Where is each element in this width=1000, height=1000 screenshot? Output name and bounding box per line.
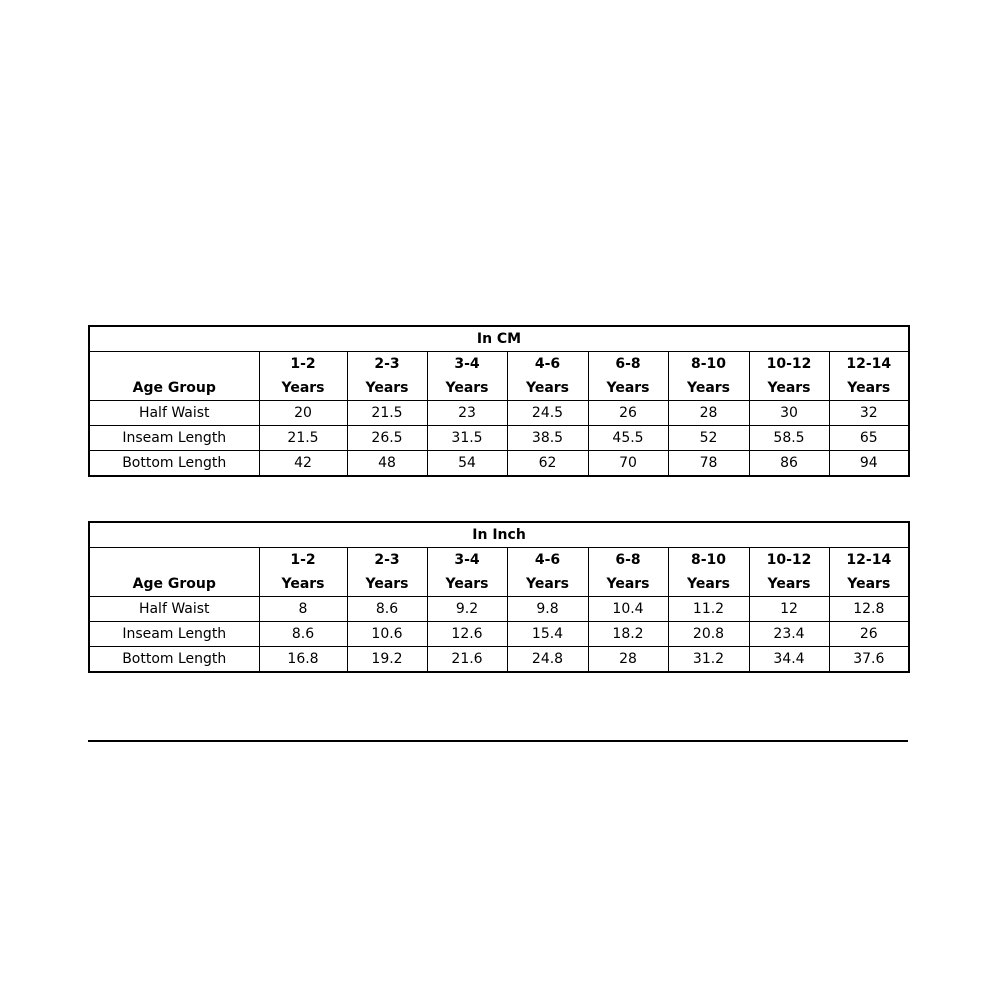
table-cell: 16.8: [259, 647, 347, 673]
table-cell: 28: [668, 401, 749, 426]
age-unit: Years: [525, 380, 570, 396]
table-title: In CM: [89, 326, 909, 352]
table-cell: 26.5: [347, 426, 427, 451]
table-row: [89, 426, 909, 451]
table-cell: 8: [259, 597, 347, 622]
age-range: 4-6: [534, 552, 561, 568]
column-header: [588, 352, 668, 401]
column-header: [507, 352, 588, 401]
age-unit: Years: [445, 380, 489, 396]
age-range: 3-4: [454, 356, 480, 372]
table-title: In Inch: [89, 522, 909, 548]
table-row: [89, 647, 909, 673]
table-cell: 23: [427, 401, 507, 426]
table-cell: 48: [347, 451, 427, 477]
column-header: [829, 548, 909, 597]
column-header: [507, 548, 588, 597]
age-range: 12-14: [846, 356, 892, 372]
column-header: [588, 548, 668, 597]
age-unit: Years: [281, 380, 325, 396]
row-label: Half Waist: [89, 401, 259, 426]
table-cell: 26: [829, 622, 909, 647]
column-header: [259, 352, 347, 401]
age-unit: Years: [606, 380, 650, 396]
table-cell: 65: [829, 426, 909, 451]
row-label: Inseam Length: [89, 622, 259, 647]
table-cell: 94: [829, 451, 909, 477]
table-cell: 30: [749, 401, 829, 426]
size-table-cm: [88, 325, 910, 477]
age-unit: Years: [365, 380, 409, 396]
age-unit: Years: [847, 380, 891, 396]
column-header: [427, 352, 507, 401]
age-unit: Years: [365, 576, 409, 592]
age-range: 6-8: [615, 356, 641, 372]
table-cell: 12.8: [829, 597, 909, 622]
table-cell: 78: [668, 451, 749, 477]
table-cell: 21.5: [259, 426, 347, 451]
table-cell: 20.8: [668, 622, 749, 647]
column-header: [668, 352, 749, 401]
table-cell: 20: [259, 401, 347, 426]
table-cell: 28: [588, 647, 668, 673]
age-range: 1-2: [290, 356, 316, 372]
table-cell: 34.4: [749, 647, 829, 673]
age-range: 1-2: [290, 552, 316, 568]
age-range: 10-12: [766, 552, 812, 568]
table-cell: 70: [588, 451, 668, 477]
column-header: [829, 352, 909, 401]
age-unit: Years: [767, 380, 811, 396]
divider-line: [88, 740, 908, 742]
table-cell: 42: [259, 451, 347, 477]
age-unit: Years: [767, 576, 811, 592]
age-unit: Years: [281, 576, 325, 592]
table-cell: 31.5: [427, 426, 507, 451]
table-cell: 9.8: [507, 597, 588, 622]
age-range: 8-10: [690, 552, 727, 568]
age-unit: Years: [847, 576, 891, 592]
age-unit: Years: [686, 380, 731, 396]
row-label: Half Waist: [89, 597, 259, 622]
age-group-header: Age Group: [89, 352, 259, 401]
table-row: [89, 401, 909, 426]
table-cell: 8.6: [347, 597, 427, 622]
age-range: 6-8: [615, 552, 641, 568]
table-cell: 45.5: [588, 426, 668, 451]
table-cell: 10.6: [347, 622, 427, 647]
table-cell: 9.2: [427, 597, 507, 622]
age-range: 4-6: [534, 356, 561, 372]
table-cell: 11.2: [668, 597, 749, 622]
table-cell: 10.4: [588, 597, 668, 622]
table-cell: 12: [749, 597, 829, 622]
table-cell: 8.6: [259, 622, 347, 647]
table-cell: 26: [588, 401, 668, 426]
age-unit: Years: [606, 576, 650, 592]
table-cell: 38.5: [507, 426, 588, 451]
table-cell: 37.6: [829, 647, 909, 673]
age-unit: Years: [686, 576, 731, 592]
table-cell: 19.2: [347, 647, 427, 673]
table-cell: 58.5: [749, 426, 829, 451]
row-label: Bottom Length: [89, 451, 259, 477]
row-label: Inseam Length: [89, 426, 259, 451]
table-cell: 24.5: [507, 401, 588, 426]
age-range: 10-12: [766, 356, 812, 372]
table-cell: 32: [829, 401, 909, 426]
column-header: [668, 548, 749, 597]
table-cell: 18.2: [588, 622, 668, 647]
table-row: [89, 622, 909, 647]
table-cell: 31.2: [668, 647, 749, 673]
table-cell: 21.5: [347, 401, 427, 426]
table-cell: 62: [507, 451, 588, 477]
age-group-header: Age Group: [89, 548, 259, 597]
table-row: [89, 451, 909, 477]
table-cell: 54: [427, 451, 507, 477]
column-header: [427, 548, 507, 597]
table-row: [89, 597, 909, 622]
column-header: [749, 548, 829, 597]
table-cell: 21.6: [427, 647, 507, 673]
age-range: 3-4: [454, 552, 480, 568]
column-header: [347, 352, 427, 401]
table-cell: 24.8: [507, 647, 588, 673]
age-range: 12-14: [846, 552, 892, 568]
column-header: [347, 548, 427, 597]
age-range: 2-3: [374, 356, 400, 372]
age-unit: Years: [445, 576, 489, 592]
table-cell: 86: [749, 451, 829, 477]
table-cell: 15.4: [507, 622, 588, 647]
row-label: Bottom Length: [89, 647, 259, 673]
table-cell: 23.4: [749, 622, 829, 647]
age-range: 2-3: [374, 552, 400, 568]
column-header: [259, 548, 347, 597]
size-table-inch: [88, 521, 910, 673]
table-cell: 12.6: [427, 622, 507, 647]
column-header: [749, 352, 829, 401]
age-unit: Years: [525, 576, 570, 592]
age-range: 8-10: [690, 356, 727, 372]
table-cell: 52: [668, 426, 749, 451]
